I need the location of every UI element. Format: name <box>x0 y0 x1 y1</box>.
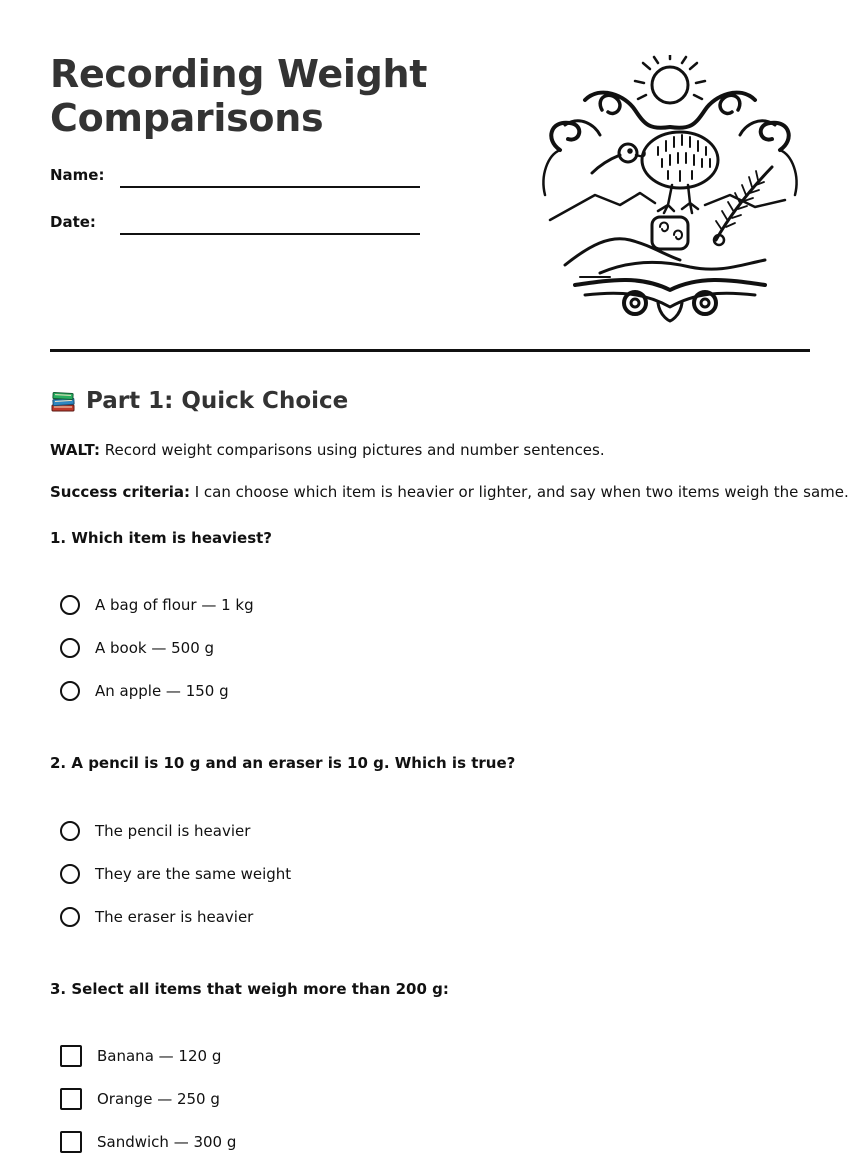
section-divider <box>50 349 810 352</box>
q1-option-2[interactable] <box>60 635 214 661</box>
radio-button[interactable] <box>60 638 80 658</box>
question-1: 1. Which item is heaviest? <box>50 529 273 547</box>
kiwi-sun-fern-illustration <box>540 55 802 325</box>
option-label: The pencil is heavier <box>95 822 251 840</box>
radio-button[interactable] <box>60 595 80 615</box>
checkbox[interactable] <box>60 1131 82 1153</box>
success-criteria-label: Success criteria: <box>50 483 190 501</box>
radio-button[interactable] <box>60 821 80 841</box>
title-line-1: Recording Weight <box>50 52 428 96</box>
date-label: Date: <box>50 213 96 231</box>
option-label: Sandwich — 300 g <box>97 1133 237 1151</box>
title-line-2: Comparisons <box>50 96 324 140</box>
question-3: 3. Select all items that weigh more than 200 g: <box>50 980 449 998</box>
success-criteria-text: I can choose which item is heavier or lighter, and say when two items weigh the same. <box>189 483 849 501</box>
q1-option-1[interactable] <box>60 592 254 618</box>
option-label: A bag of flour — 1 kg <box>95 596 254 614</box>
q2-option-3[interactable] <box>60 904 253 930</box>
part-1-title-text: Part 1: Quick Choice <box>86 388 349 414</box>
option-label: They are the same weight <box>95 865 292 883</box>
name-label: Name: <box>50 166 105 184</box>
success-criteria <box>50 483 849 501</box>
q2-option-2[interactable] <box>60 861 291 887</box>
option-label: The eraser is heavier <box>95 908 254 926</box>
q3-option-2[interactable] <box>60 1086 220 1112</box>
radio-button[interactable] <box>60 681 80 701</box>
q2-option-1[interactable] <box>60 818 250 844</box>
checkbox[interactable] <box>60 1045 82 1067</box>
option-label: Orange — 250 g <box>97 1090 220 1108</box>
question-2: 2. A pencil is 10 g and an eraser is 10 g. Which is true? <box>50 754 516 772</box>
option-label: A book — 500 g <box>95 639 215 657</box>
part-1-title <box>50 388 348 414</box>
name-field[interactable] <box>120 186 420 188</box>
option-label: An apple — 150 g <box>95 682 229 700</box>
walt-statement <box>50 441 605 459</box>
radio-button[interactable] <box>60 907 80 927</box>
q3-option-1[interactable] <box>60 1043 221 1069</box>
checkbox[interactable] <box>60 1088 82 1110</box>
radio-button[interactable] <box>60 864 80 884</box>
option-label: Banana — 120 g <box>97 1047 222 1065</box>
date-field[interactable] <box>120 233 420 235</box>
walt-label: WALT: <box>50 441 100 459</box>
walt-text: Record weight comparisons using pictures and number sentences. <box>99 441 605 459</box>
books-icon <box>50 388 76 414</box>
q1-option-3[interactable] <box>60 678 229 704</box>
page-title <box>50 52 470 140</box>
q3-option-3[interactable] <box>60 1129 236 1155</box>
